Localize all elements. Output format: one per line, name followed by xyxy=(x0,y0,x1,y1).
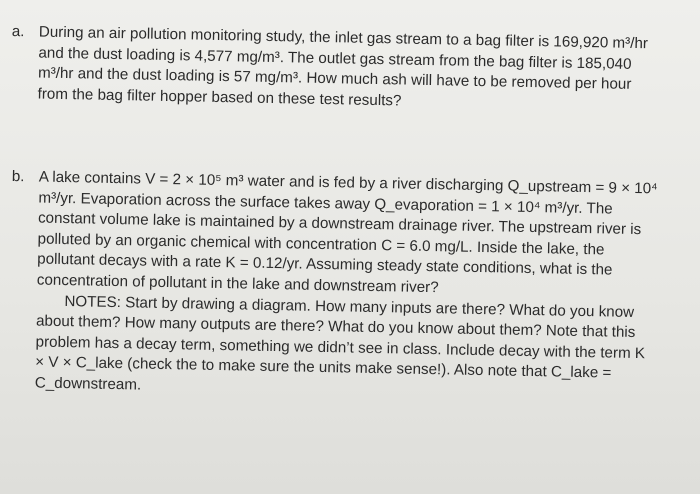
problem-a-marker: a. xyxy=(11,22,25,41)
problem-b-notes-value: NOTES: Start by drawing a diagram. How many inputs are there? What do you know about them? How many outputs are there? What do you know about them? Note that this problem has a decay term, something we didn’t see in class. Include decay with the term K × V × C_lake (check the to make sure the units make sense!). Also note that C_lake = C_downstream. xyxy=(34,292,646,394)
problem-a-text xyxy=(37,23,659,117)
problem-b-marker: b. xyxy=(11,167,25,186)
problem-a-text-value: During an air pollution monitoring study, the inlet gas stream to a bag filter is 169,920 m³/hr and the dust loading is 4,577 mg/m³. The outlet gas stream from the bag filter is 185,040 m³/hr and the dust loading is 57 mg/m³. How much ash will have to be removed per hour from the bag filter hopper based on these test results? xyxy=(37,23,649,110)
problem-a xyxy=(10,22,659,117)
problem-b-text-value: A lake contains V = 2 × 10⁵ m³ water and is fed by a river discharging Q_upstream = 9 × 10⁴ m³/yr. Evaporation across the surface takes away Q_evaporation = 1 × 10⁴ m³/yr. The constant volume lake is maintained by a downstream drainage river. The upstream river is polluted by an organic chemical with concentration C = 6.0 mg/L. Inside the lake, the pollutant decays with a rate K = 0.12/yr. Assuming steady state conditions, what is the concentration of pollutant in the lake and downstream river? xyxy=(36,168,658,297)
problem-b xyxy=(8,167,660,406)
problem-b-text xyxy=(37,168,660,303)
problem-b-notes xyxy=(35,291,658,406)
